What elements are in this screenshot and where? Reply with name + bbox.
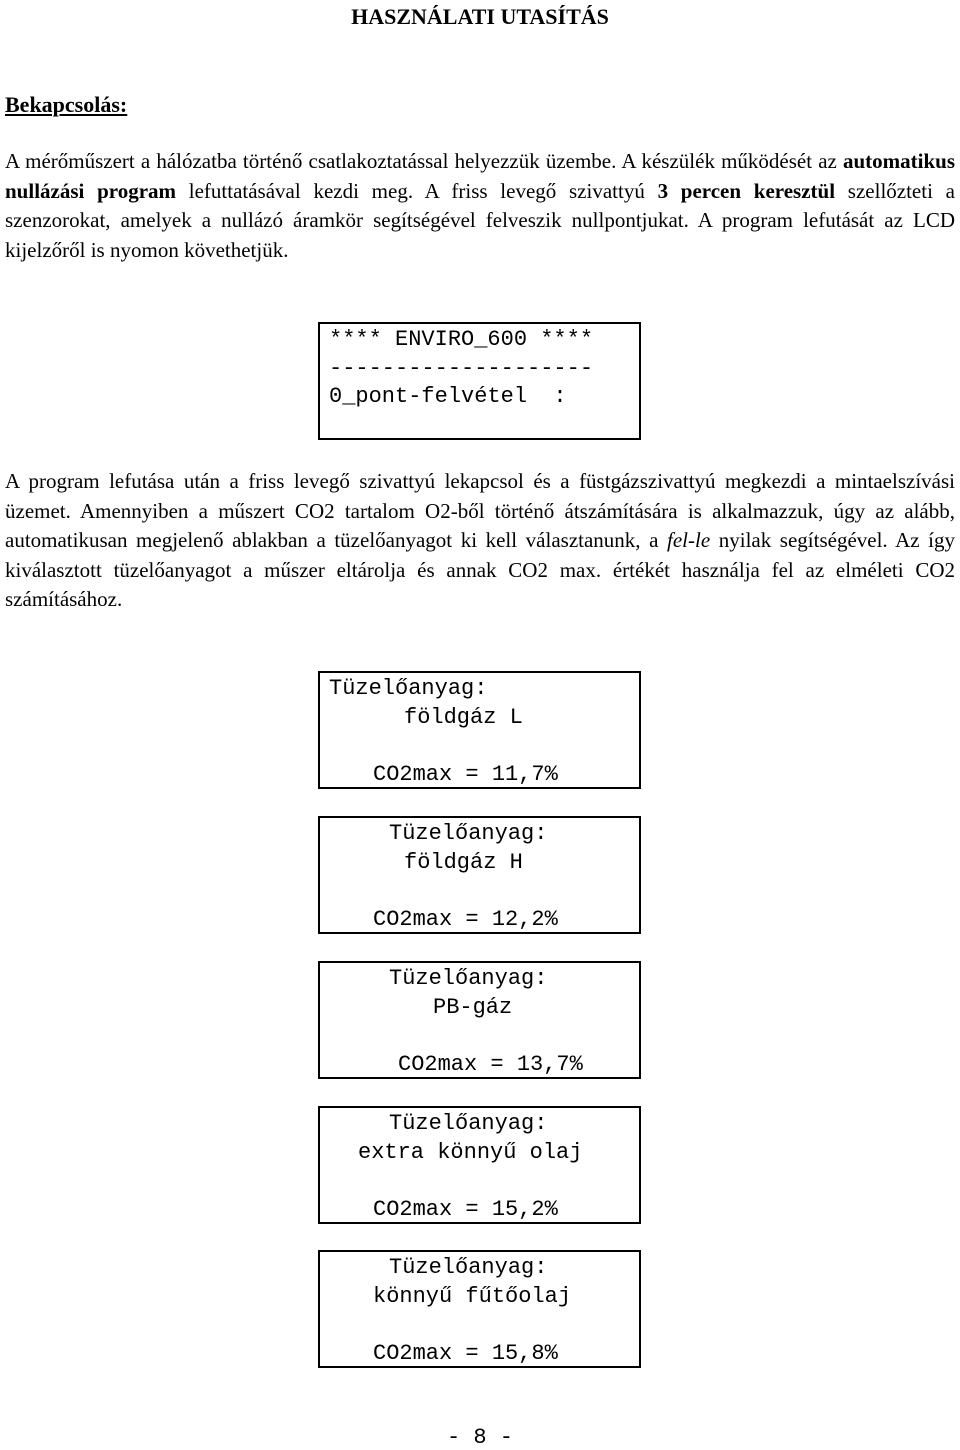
fuel-label: Tüzelőanyag: <box>329 676 488 701</box>
lcd-fuel-box <box>318 1106 641 1224</box>
fuel-label: Tüzelőanyag: <box>389 821 548 846</box>
fuel-name: földgáz H <box>404 850 523 875</box>
paragraph-fuel-selection <box>5 467 955 615</box>
page-number: - 8 - <box>446 1425 513 1450</box>
section-heading: Bekapcsolás: <box>5 92 128 117</box>
fuel-name: földgáz L <box>404 705 523 730</box>
lcd-line: **** ENVIRO_600 **** <box>329 327 594 352</box>
fuel-label: Tüzelőanyag: <box>389 966 548 991</box>
fuel-co2max: CO2max = 13,7% <box>398 1052 583 1077</box>
paragraph-intro-text: A mérőműszert a hálózatba történő csatlakoztatással helyezzük üzembe. A készülék működését az <box>5 149 843 173</box>
fuel-name: extra könnyű olaj <box>358 1140 583 1165</box>
lcd-display-startup <box>318 322 641 440</box>
paragraph-fuel-text: nyilak segítségével. Az így kiválasztott tüzelőanyagot a műszer eltárolja és annak CO2 max. értékét használja fel az elméleti CO2 számításához. <box>5 528 955 611</box>
document-title: HASZNÁLATI UTASÍTÁS <box>351 4 609 29</box>
paragraph-fuel-text: A program lefutása után a friss levegő szivattyú lekapcsol és a füstgázszivattyú megkezdi a mintaelszívási üzemet. Amennyiben a műszert CO2 tartalom O2-ből történő átszámítására is alkalmazzuk, úgy az alább, automatikusan megjelenő ablakban a tüzelőanyagot ki kell választanunk, a <box>5 469 955 552</box>
lcd-fuel-box <box>318 816 641 934</box>
paragraph-intro-bold: 3 percen keresztül <box>657 178 836 203</box>
fuel-name: PB-gáz <box>433 995 513 1020</box>
fuel-name: könnyű fűtőolaj <box>373 1284 572 1309</box>
lcd-line: -------------------- <box>329 355 594 381</box>
paragraph-intro-bold: automatikus nullázási program <box>5 149 955 203</box>
fuel-co2max: CO2max = 12,2% <box>373 907 558 932</box>
paragraph-intro-text: szellőzteti a szenzorokat, amelyek a nullázó áramkör segítségével felveszik nullpontjukat. A program lefutását az LCD kijelzőről is nyomon követhetjük. <box>5 178 955 262</box>
fuel-label: Tüzelőanyag: <box>389 1111 548 1136</box>
paragraph-intro-text: lefuttatásával kezdi meg. A friss levegő szivattyú <box>176 178 658 203</box>
lcd-fuel-box <box>318 671 641 789</box>
fuel-co2max: CO2max = 15,8% <box>373 1341 558 1366</box>
lcd-line: 0_pont-felvétel : <box>329 384 567 409</box>
fuel-co2max: CO2max = 11,7% <box>373 762 558 787</box>
fuel-co2max: CO2max = 15,2% <box>373 1197 558 1222</box>
lcd-fuel-box <box>318 1250 641 1368</box>
lcd-fuel-box <box>318 961 641 1079</box>
paragraph-intro <box>5 147 955 265</box>
fuel-label: Tüzelőanyag: <box>389 1255 548 1280</box>
paragraph-fuel-italic: fel-le <box>667 528 711 552</box>
